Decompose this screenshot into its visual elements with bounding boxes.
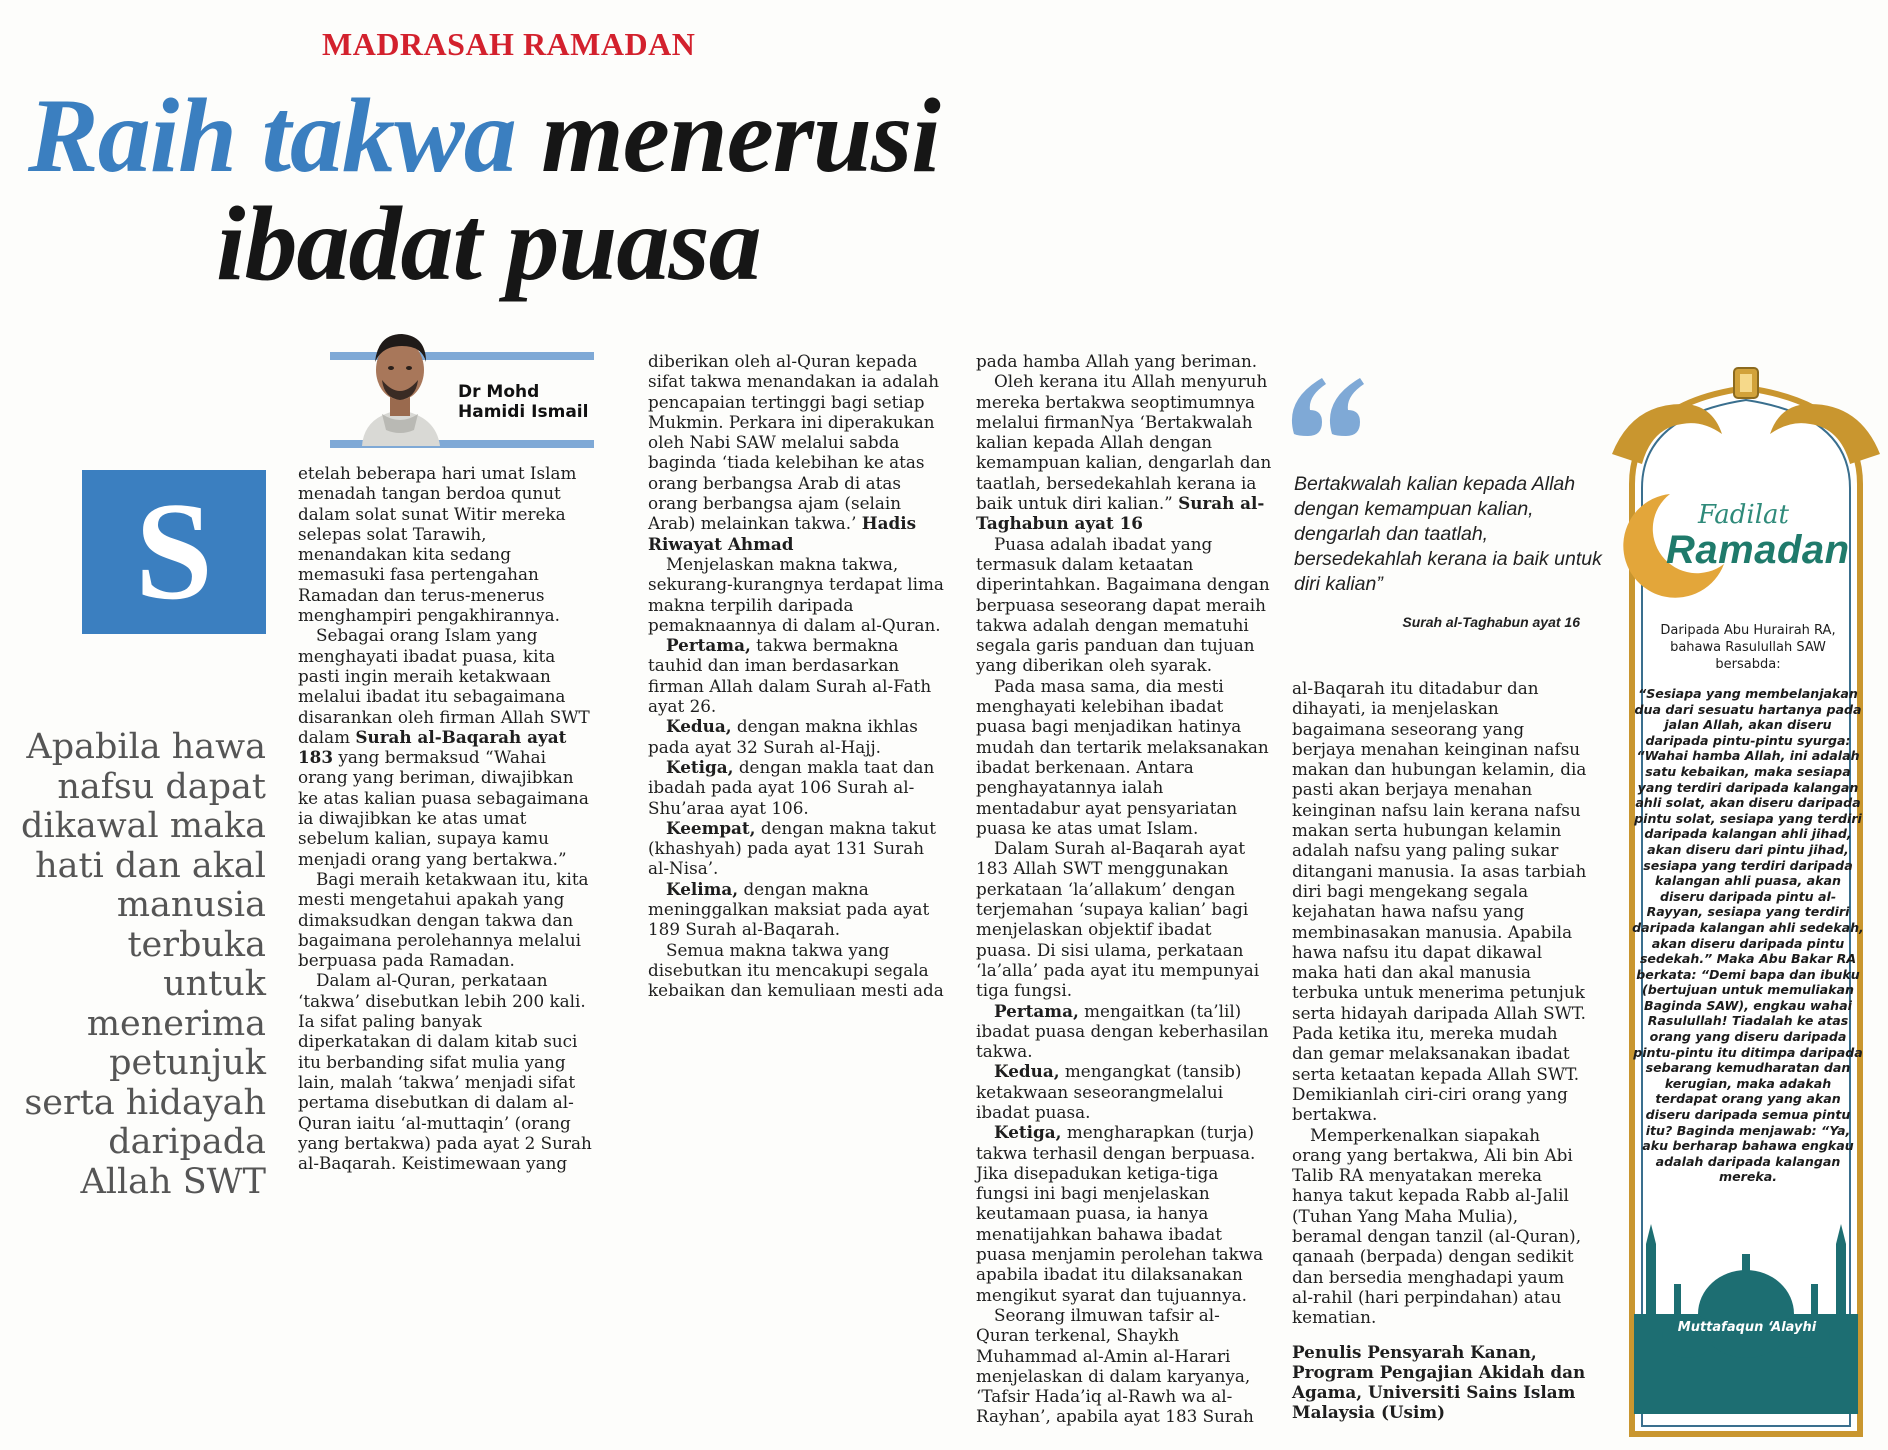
mosque-silhouette-icon (1634, 1224, 1858, 1414)
pull-quote: Apabila hawa nafsu dapat dikawal maka hati dan akal manusia terbuka untuk menerima petunjuk serta hidayah daripada Allah SWT (21, 727, 266, 1202)
highlight-quote: Bertakwalah kalian kepada Allah dengan kemampuan kalian, dengarlah dan taatlah, bersedekahlah kerana ia baik untuk diri kalian” (1294, 473, 1602, 595)
sidebar-title-script: Fadilat (1698, 500, 1789, 530)
fadilat-ramadan-sidebar (1612, 364, 1880, 1440)
paragraph: Kedua, dengan makna ikhlas pada ayat 32 Surah al-Hajj. (648, 716, 918, 757)
paragraph: Kedua, mengangkat (tansib) ketakwaan seseorangmelalui ibadat puasa. (976, 1061, 1242, 1122)
sidebar-hadith: “Sesiapa yang membelanjakan dua dari sesuatu hartanya pada jalan Allah, akan diseru daripada pintu-pintu syurga: “Wahai hamba Allah, ini adalah satu kebaikan, maka sesiapa yang terdiri daripada kalangan ahli solat, akan diseru daripada pintu solat, sesiapa yang terdiri daripada kalangan ahli jihad, akan diseru dari pintu jihad, sesiapa yang terdiri daripada kalangan ahli puasa, akan diseru daripada pintu al-Rayyan, sesiapa yang terdiri daripada kalangan ahli sedekah, akan diseru daripada pintu sedekah.” Maka Abu Bakar RA berkata: “Demi bapa dan ibuku (bertujuan untuk memuliakan Baginda SAW), engkau wahai Rasulullah! Tiadalah ke atas orang yang diseru daripada pintu-pintu itu ditimpa daripada sebarang kemudharatan dan kerugian, maka adakah terdapat orang yang akan diseru daripada semua pintu itu? Baginda menjawab: “Ya, aku berharap bahawa engkau adalah daripada kalangan mereka. (1632, 686, 1864, 1185)
paragraph: etelah beberapa hari umat Islam menadah tangan berdoa qunut dalam solat sunat Witir mereka selepas solat Tarawih, menandakan kita sedang memasuki fasa pertengahan Ramadan dan terus-menerus menghampiri pengakhirannya. (298, 463, 577, 626)
paragraph: Pertama, mengaitkan (ta’lil) ibadat puasa dengan keberhasilan takwa. (976, 1000, 1269, 1062)
paragraph: Kelima, dengan makna meninggalkan maksiat pada ayat 189 Surah al-Baqarah. (648, 878, 930, 940)
paragraph: Dalam Surah al-Baqarah ayat 183 Allah SWT menggunakan perkataan ‘la’allakum’ dengan terjemahan ‘supaya kalian’ bagi menjelaskan objektif ibadat puasa. Di sisi ulama, perkataan ‘la’alla’ pada ayat itu mempunyai tiga fungsi. (976, 838, 1260, 1001)
paragraph: Oleh kerana itu Allah menyuruh mereka bertakwa seoptimumnya melalui firmanNya ‘Bertakwalah kalian kepada Allah dengan kemampuan kalian, dengarlah dan taatlah, bersedekahlah kerana ia baik untuk diri kalian.” Surah al-Taghabun ayat 16 (976, 371, 1272, 534)
sidebar-intro: Daripada Abu Hurairah RA, bahawa Rasulullah SAW bersabda: (1660, 623, 1836, 672)
author-byline (330, 318, 594, 448)
drop-cap: S (82, 470, 266, 634)
author-bio: Penulis Pensyarah Kanan, Program Pengajian Akidah dan Agama, Universiti Sains Islam Malaysia (Usim) (1292, 1341, 1586, 1423)
paragraph: pada hamba Allah yang beriman. (976, 351, 1258, 371)
paragraph: Sebagai orang Islam yang menghayati ibadat puasa, kita pasti ingin meraih ketakwaan melalui ibadat itu sebagaimana disarankan oleh firman Allah SWT dalam Surah al-Baqarah ayat 183 yang bermaksud “Wahai orang yang beriman, diwajibkan ke atas kalian puasa sebagaimana ia diwajibkan ke atas umat sebelum kalian, supaya kamu menjadi orang yang bertakwa.” (298, 625, 590, 869)
paragraph: diberikan oleh al-Quran kepada sifat takwa menandakan ia adalah pencapaian tertinggi bagi setiap Mukmin. Perkara ini diperakukan oleh Nabi SAW melalui sabda baginda ‘tiada kelebihan ke atas orang berbangsa Arab di atas orang berbangsa ajam (selain Arab) melainkan takwa.’ Hadis Riwayat Ahmad (648, 351, 940, 554)
author-name: Dr Mohd Hamidi Ismail (458, 382, 589, 422)
paragraph: Semua makna takwa yang disebutkan itu mencakupi segala kebaikan dan kemuliaan mesti ada (648, 939, 944, 1001)
article-column-1 (298, 463, 594, 1173)
sidebar-title: Ramadan (1666, 528, 1850, 572)
headline (28, 77, 940, 302)
article-column-4 (1292, 678, 1588, 1423)
article-column-2 (648, 351, 944, 1001)
headline-rest: menerusi (541, 77, 940, 194)
paragraph: Pertama, takwa bermakna tauhid dan iman berdasarkan firman Allah dalam Surah al-Fath ayat 26. (648, 635, 932, 717)
paragraph: Keempat, dengan makna takut (khashyah) pada ayat 131 Surah al-Nisa’. (648, 817, 936, 879)
paragraph: Pada masa sama, dia mesti menghayati kelebihan ibadat puasa bagi menjadikan hatinya mudah dan tertarik melaksanakan ibadat berkenaan. Antara penghayatannya ialah mentadabur ayat pensyariatan puasa ke atas umat Islam. (976, 675, 1269, 838)
paragraph: Dalam al-Quran, perkataan ‘takwa’ disebutkan lebih 200 kali. Ia sifat paling banyak diperkatakan di dalam kitab suci itu berbanding sifat mulia yang lain, malah ‘takwa’ menjadi sifat pertama disebutkan di dalam al-Quran iaitu ‘al-muttaqin’ (orang yang bertakwa) pada ayat 2 Surah al-Baqarah. Keistimewaan yang (298, 970, 592, 1174)
paragraph: Ketiga, dengan makla taat dan ibadah pada ayat 106 Surah al-Shu’araa ayat 106. (648, 756, 935, 818)
paragraph: Ketiga, mengharapkan (turja) takwa terhasil dengan berpuasa. Jika disepadukan ketiga-tiga fungsi ini bagi menjelaskan keutamaan puasa, ia hanya menatijahkan bahawa ibadat puasa menjamin perolehan takwa apabila ibadat itu dilaksanakan mengikut syarat dan tujuannya. (976, 1122, 1264, 1305)
paragraph: Menjelaskan makna takwa, sekurang-kurangnya terdapat lima makna terpilih daripada pemaknaannya di dalam al-Quran. (648, 553, 944, 635)
quote-mark-icon (1288, 370, 1368, 440)
headline-line2: ibadat puasa (216, 185, 761, 302)
paragraph: Seorang ilmuwan tafsir al-Quran terkenal, Shaykh Muhammad al-Amin al-Harari menjelaskan di dalam karyanya, ‘Tafsir Hada’iq al-Rawh wa al-Rayhan’, apabila ayat 183 Surah (976, 1304, 1254, 1427)
paragraph: al-Baqarah itu ditadabur dan dihayati, ia menjelaskan bagaimana seseorang yang berjaya menahan keinginan nafsu makan dan hubungan kelamin, dia pasti akan berjaya menahan keinginan nafsu lain kerana nafsu makan serta hubungan kelamin adalah nafsu yang paling sukar ditangani manusia. Ia asas tarbiah diri bagi mengekang segala kejahatan hawa nafsu yang membinasakan manusia. Apabila hawa nafsu itu dapat dikawal maka hati dan akal manusia terbuka untuk menerima petunjuk serta hidayah daripada Allah SWT. Pada ketika itu, mereka mudah dan gemar melaksanakan ibadat serta ketaatan kepada Allah SWT. Demikianlah ciri-ciri orang yang bertakwa. (1292, 678, 1587, 1125)
paragraph: Bagi meraih ketakwaan itu, kita mesti mengetahui apakah yang dimaksudkan dengan takwa dan bagaimana perolehannya melalui berpuasa pada Ramadan. (298, 868, 589, 971)
article-column-3 (976, 351, 1272, 1427)
paragraph: Puasa adalah ibadat yang termasuk dalam ketaatan diperintahkan. Bagaimana dengan berpuasa seseorang dapat meraih takwa adalah dengan mematuhi segala garis panduan dan tujuan yang diberikan oleh syarak. (976, 533, 1270, 676)
author-photo (352, 318, 448, 446)
quote-source: Surah al-Taghabun ayat 16 (1402, 614, 1580, 630)
paragraph: Memperkenalkan siapakah orang yang bertakwa, Ali bin Abi Talib RA menyatakan mereka hanya takut kepada Rabb al-Jalil (Tuhan Yang Maha Mulia), beramal dengan tanzil (al-Quran), qanaah (berpada) dengan sedikit dan bersedia menghadapi yaum al-rahil (hari perpindahan) atau kematian. (1292, 1124, 1582, 1328)
headline-accent: Raih takwa (28, 77, 516, 194)
sidebar-footer: Muttafaqun ‘Alayhi (1677, 1320, 1817, 1335)
section-rubric: MADRASAH RAMADAN (322, 26, 696, 62)
